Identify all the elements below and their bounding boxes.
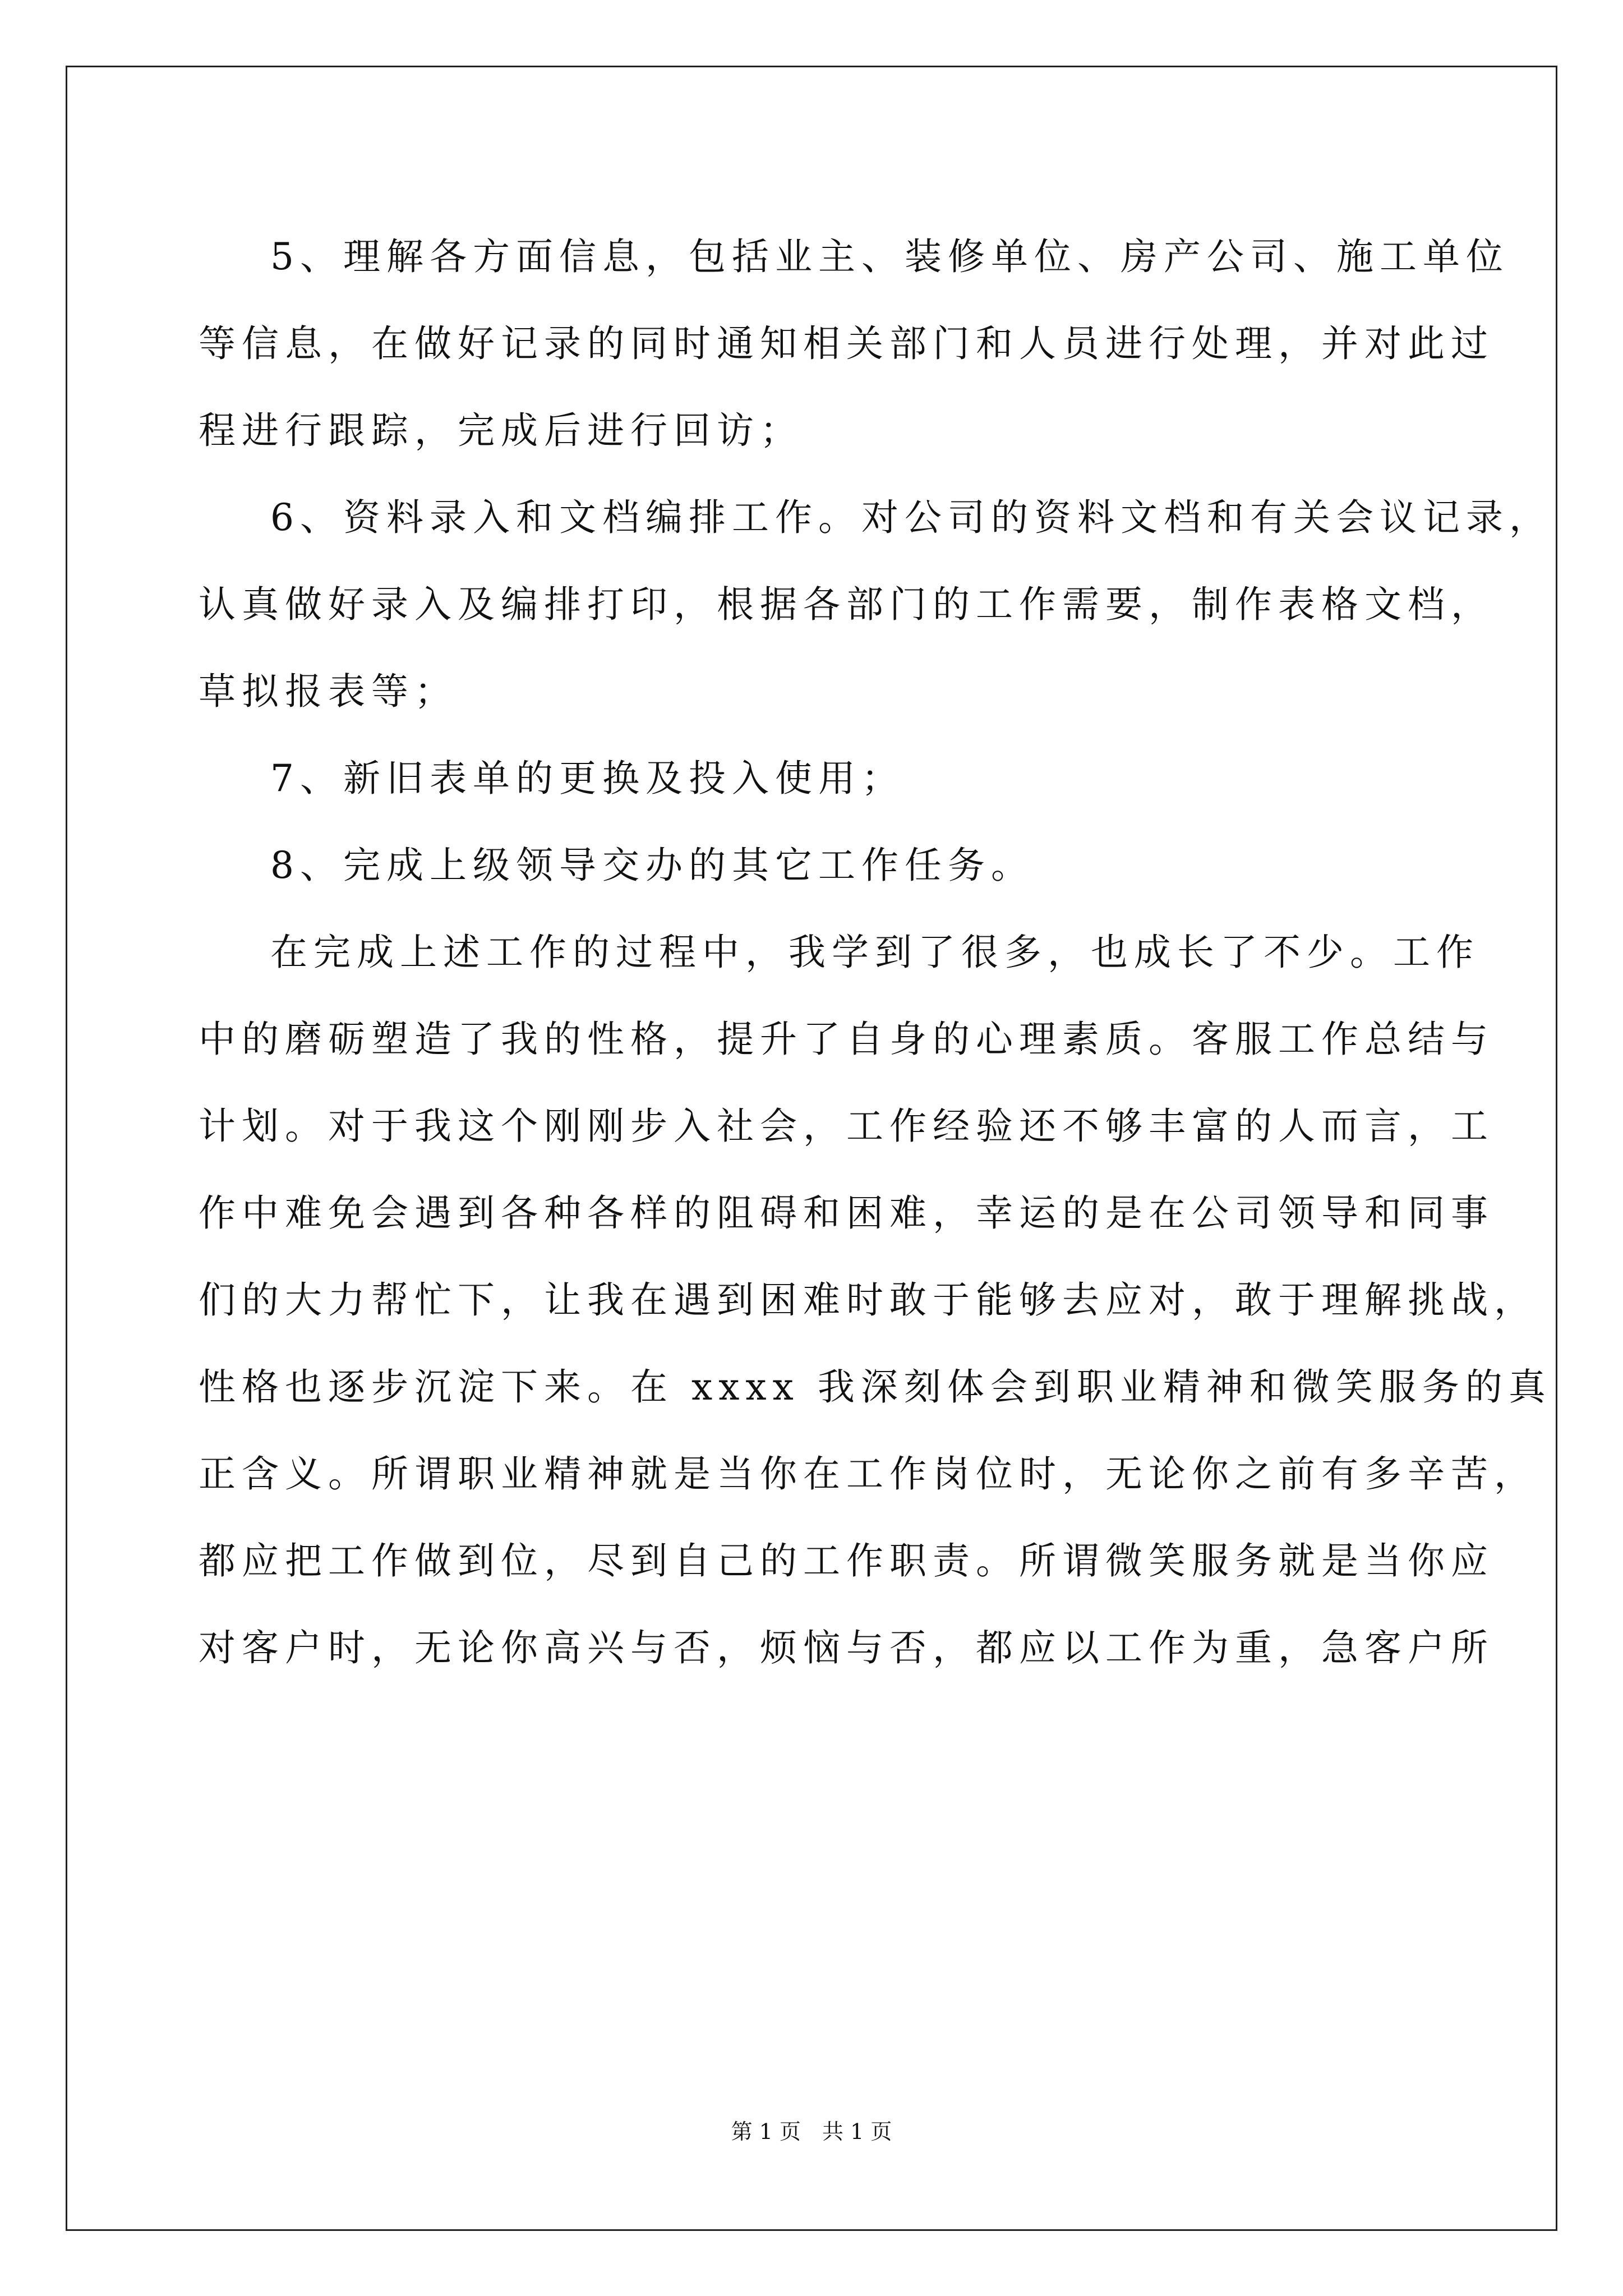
text-line: 5、理解各方面信息，包括业主、装修单位、房产公司、施工单位 bbox=[270, 235, 1509, 278]
page-footer: 第 1 页 共 1 页 bbox=[731, 2119, 892, 2144]
text-line: 性格也逐步沉淀下来。在 xxxx 我深刻体会到职业精神和微笑服务的真 bbox=[199, 1365, 1552, 1409]
text-line: 8、完成上级领导交办的其它工作任务。 bbox=[270, 844, 1034, 887]
text-line: 草拟报表等； bbox=[199, 670, 458, 713]
text-line: 程进行跟踪，完成后进行回访； bbox=[199, 409, 803, 452]
text-line: 等信息，在做好记录的同时通知相关部门和人员进行处理，并对此过 bbox=[199, 322, 1494, 365]
text-line: 正含义。所谓职业精神就是当你在工作岗位时，无论你之前有多辛苦， bbox=[199, 1452, 1537, 1496]
text-line: 作中难免会遇到各种各样的阻碍和困难，幸运的是在公司领导和同事 bbox=[199, 1191, 1494, 1235]
text-line: 都应把工作做到位，尽到自己的工作职责。所谓微笑服务就是当你应 bbox=[199, 1539, 1494, 1582]
text-line: 中的磨砺塑造了我的性格，提升了自身的心理素质。客服工作总结与 bbox=[199, 1018, 1494, 1061]
text-line: 们的大力帮忙下，让我在遇到困难时敢于能够去应对，敢于理解挑战， bbox=[199, 1278, 1537, 1322]
text-line: 在完成上述工作的过程中，我学到了很多，也成长了不少。工作 bbox=[270, 931, 1479, 974]
document-body bbox=[199, 213, 1552, 1691]
text-line: 计划。对于我这个刚刚步入社会，工作经验还不够丰富的人而言，工 bbox=[199, 1105, 1494, 1148]
text-line: 对客户时，无论你高兴与否，烦恼与否，都应以工作为重，急客户所 bbox=[199, 1626, 1494, 1669]
text-line: 6、资料录入和文档编排工作。对公司的资料文档和有关会议记录， bbox=[270, 496, 1552, 539]
text-line: 7、新旧表单的更换及投入使用； bbox=[270, 757, 905, 800]
text-line: 认真做好录入及编排打印，根据各部门的工作需要，制作表格文档， bbox=[199, 583, 1494, 626]
